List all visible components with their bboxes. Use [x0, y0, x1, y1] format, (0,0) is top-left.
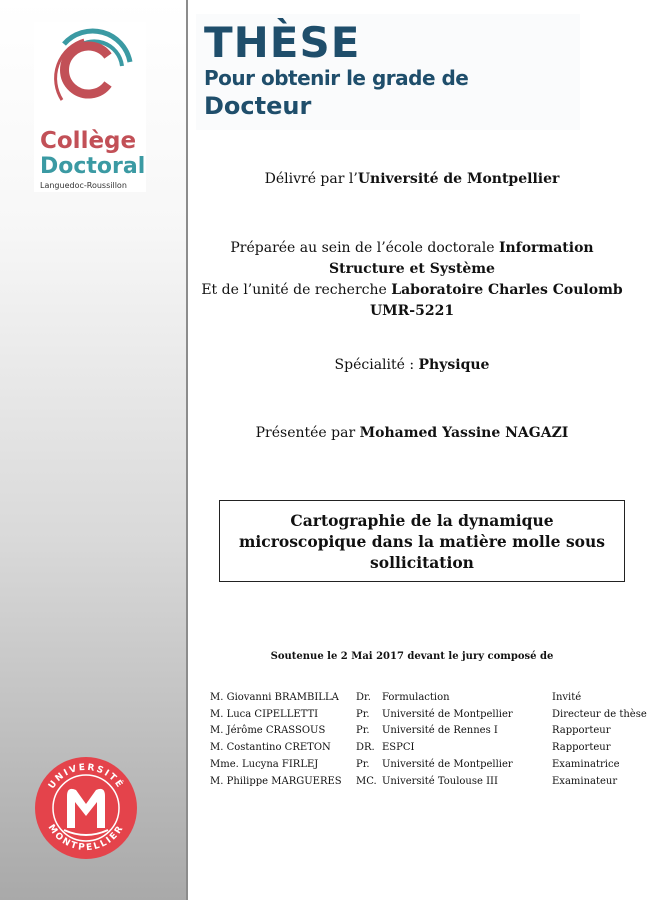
- defense-date: Soutenue le 2 Mai 2017 devant le jury composé de: [270, 651, 554, 662]
- thesis-title-line3: sollicitation: [370, 553, 474, 572]
- jury-role: Examinateur: [552, 775, 618, 787]
- lab-name: Laboratoire Charles Coulomb: [391, 282, 623, 298]
- college-doctoral-emblem-icon: [34, 22, 146, 132]
- thesis-title-box: [219, 500, 625, 582]
- jury-row: [210, 706, 647, 723]
- umr-code: UMR-5221: [369, 303, 455, 319]
- jury-row: [210, 756, 647, 773]
- jury-name: M. Jérôme CRASSOUS: [210, 725, 326, 737]
- jury-row: [210, 689, 647, 706]
- doctoral-school-cont: Structure et Système: [329, 261, 495, 277]
- svg-text:MONTPELLIER: MONTPELLIER: [45, 822, 127, 854]
- jury-institution: Université Toulouse III: [382, 775, 498, 787]
- svg-text:UNIVERSITÉ: UNIVERSITÉ: [46, 762, 126, 792]
- jury-row: [210, 723, 647, 740]
- jury-name: M. Costantino CRETON: [210, 742, 331, 754]
- university-name: Université de Montpellier: [357, 171, 560, 187]
- jury-title: Pr.: [356, 708, 370, 720]
- jury-name: M. Philippe MARGUERES: [210, 775, 342, 787]
- jury-row: [210, 739, 647, 756]
- jury-table: [210, 689, 647, 790]
- degree-label: Docteur: [204, 92, 312, 120]
- jury-institution: Formulaction: [382, 691, 450, 703]
- logo-line1: Collège: [40, 128, 137, 154]
- author-name: Mohamed Yassine NAGAZI: [359, 425, 569, 441]
- jury-institution: Université de Rennes I: [382, 725, 498, 737]
- jury-name: M. Luca CIPELLETTI: [210, 708, 319, 720]
- jury-role: Rapporteur: [552, 742, 611, 754]
- jury-role: Rapporteur: [552, 725, 611, 737]
- doctoral-school: Information: [498, 240, 594, 256]
- thesis-subheading: Pour obtenir le grade de: [204, 66, 469, 90]
- umr-line: [196, 303, 628, 319]
- jury-role: Invité: [552, 691, 582, 703]
- universite-montpellier-seal: [34, 756, 138, 864]
- preparee-line-2: [196, 261, 628, 277]
- specialite-line: Spécialité : Physique: [334, 357, 490, 373]
- jury-title: Dr.: [356, 691, 371, 703]
- jury-title: DR.: [356, 742, 375, 754]
- jury-role: Examinatrice: [552, 759, 620, 771]
- unit-line: Et de l’unité de recherche Laboratoire Charles Coulomb: [201, 282, 623, 298]
- jury-name: M. Giovanni BRAMBILLA: [210, 691, 339, 703]
- delivre-line: Délivré par l’Université de Montpellier: [264, 171, 560, 187]
- jury-institution: Université de Montpellier: [382, 708, 513, 720]
- preparee-line: Préparée au sein de l’école doctorale Information: [230, 240, 594, 256]
- thesis-title-line2: microscopique dans la matière molle sous: [238, 532, 606, 551]
- jury-institution: ESPCI: [382, 742, 415, 754]
- universite-seal-icon: [34, 756, 138, 860]
- thesis-title-line1: Cartographie de la dynamique: [290, 511, 554, 530]
- specialite-value: Physique: [418, 357, 490, 373]
- presentee-line: Présentée par Mohamed Yassine NAGAZI: [255, 425, 569, 441]
- jury-institution: Université de Montpellier: [382, 759, 513, 771]
- jury-row: [210, 773, 647, 790]
- jury-role: Directeur de thèse: [552, 708, 647, 720]
- jury-title: Pr.: [356, 725, 370, 737]
- logo-line3: Languedoc-Roussillon: [40, 181, 127, 190]
- jury-name: Mme. Lucyna FIRLEJ: [210, 759, 319, 771]
- jury-title: MC.: [356, 775, 377, 787]
- thesis-heading: THÈSE: [204, 18, 361, 67]
- logo-line2: Doctoral: [40, 154, 146, 179]
- jury-title: Pr.: [356, 759, 370, 771]
